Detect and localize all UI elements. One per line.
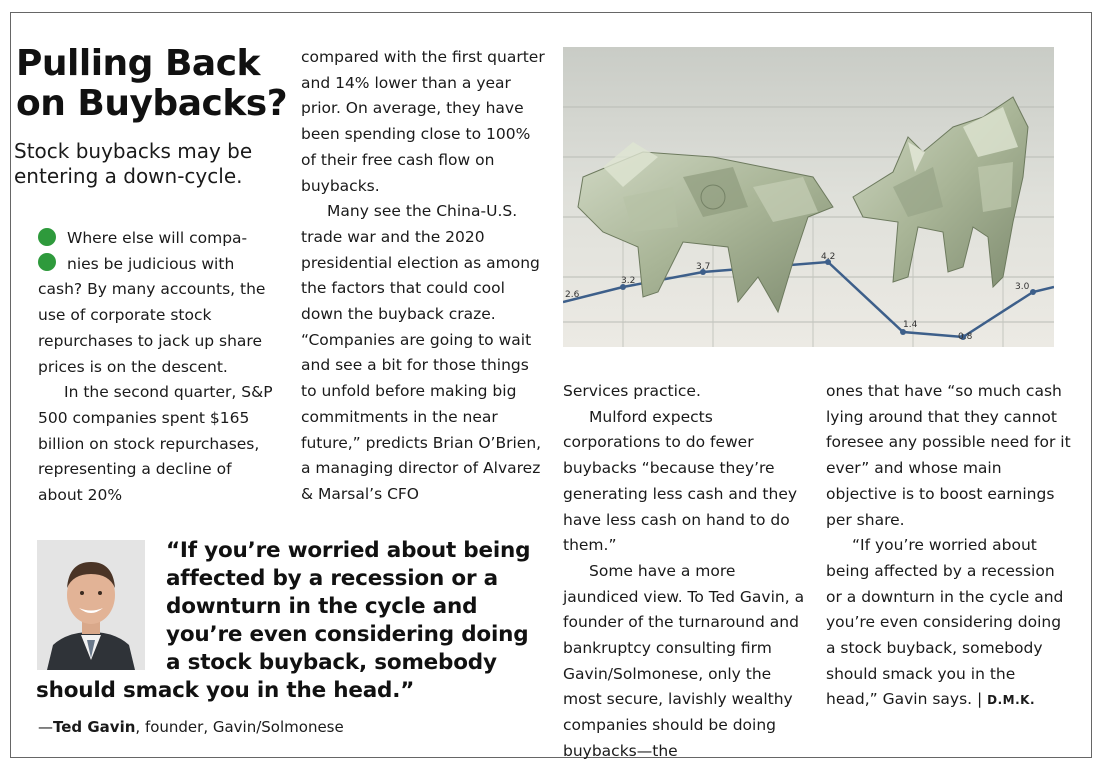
- paragraph: ones that have “so much cash lying around that they cannot foresee any possible need for it ever” and whose main objective is to boost earnings per share.: [826, 382, 1071, 529]
- chart-label: 2.6: [565, 290, 580, 300]
- pull-quote-attribution: [38, 716, 344, 738]
- chart-label: 3.7: [696, 262, 711, 272]
- lead-line-2: nies be judicious with: [67, 254, 235, 273]
- paragraph: In the second quarter, S&P 500 companies spent $165 billion on stock repurchases, representing a decline of about 20%: [38, 383, 273, 505]
- attribution-dash: —: [38, 718, 53, 736]
- pull-quote-text: “If you’re worried about being affected by a recession or a downturn in the cycle and you’re even considering doing a stock buyback, somebody should smack you in the head.”: [36, 538, 531, 703]
- headline: [16, 44, 287, 124]
- headline-line-2: on Buybacks?: [16, 83, 288, 124]
- chart-label: 3.2: [621, 276, 636, 286]
- closing-paragraph: [826, 533, 1071, 714]
- byline-separator: |: [972, 690, 988, 709]
- origami-bull-bear-photo: [563, 47, 1054, 347]
- column-4: [826, 379, 1071, 714]
- paragraph: Some have a more jaundiced view. To Ted Gavin, a founder of the turnaround and bankruptcy consulting firm Gavin/Solmonese, only the most secure, lavishly wealthy companies should be doing buybacks—the: [563, 561, 805, 760]
- pull-quote: [36, 537, 546, 705]
- chart-label: 3.0: [1015, 282, 1030, 292]
- chart-label: 0.8: [958, 332, 973, 342]
- attribution-title: , founder, Gavin/Solmonese: [135, 718, 344, 736]
- lead-line-1: Where else will compa-: [67, 229, 248, 247]
- paragraph: Mulford expects corporations to do fewer buybacks “because they’re generating less cash and they have less cash on hand to do them.”: [563, 407, 798, 555]
- column-2: [301, 45, 546, 508]
- column-1: [38, 226, 278, 509]
- subhead: Stock buybacks may be entering a down-cycle.: [14, 139, 253, 188]
- byline: D.M.K.: [987, 693, 1036, 708]
- chart-label: 4.2: [821, 252, 836, 262]
- closing-text: “If you’re worried about being affected by a recession or a downturn in the cycle and you’re even considering doing a stock buyback, somebody should smack you in the head,” Gavin says.: [826, 536, 1064, 709]
- lead-paragraph-rest: cash? By many accounts, the use of corporate stock repurchases to jack up share prices is on the descent.: [38, 280, 266, 376]
- headline-line-1: Pulling Back: [16, 43, 260, 84]
- chart-label: 1.4: [903, 320, 918, 330]
- paragraph: compared with the first quarter and 14% lower than a year prior. On average, they have been spending close to 100% of their free cash flow on buybacks.: [301, 48, 545, 195]
- paragraph: Services practice.: [563, 382, 701, 400]
- column-3: [563, 379, 808, 765]
- attribution-name: Ted Gavin: [53, 718, 136, 736]
- paragraph: Many see the China-U.S. trade war and the 2020 presidential election as among the factors that could cool down the buyback craze. “Companies are going to wait and see a bit for those things to unfold before making big commitments in the near future,” predicts Brian O’Brien, a managing director of Alvarez & Marsal’s CFO: [301, 202, 542, 503]
